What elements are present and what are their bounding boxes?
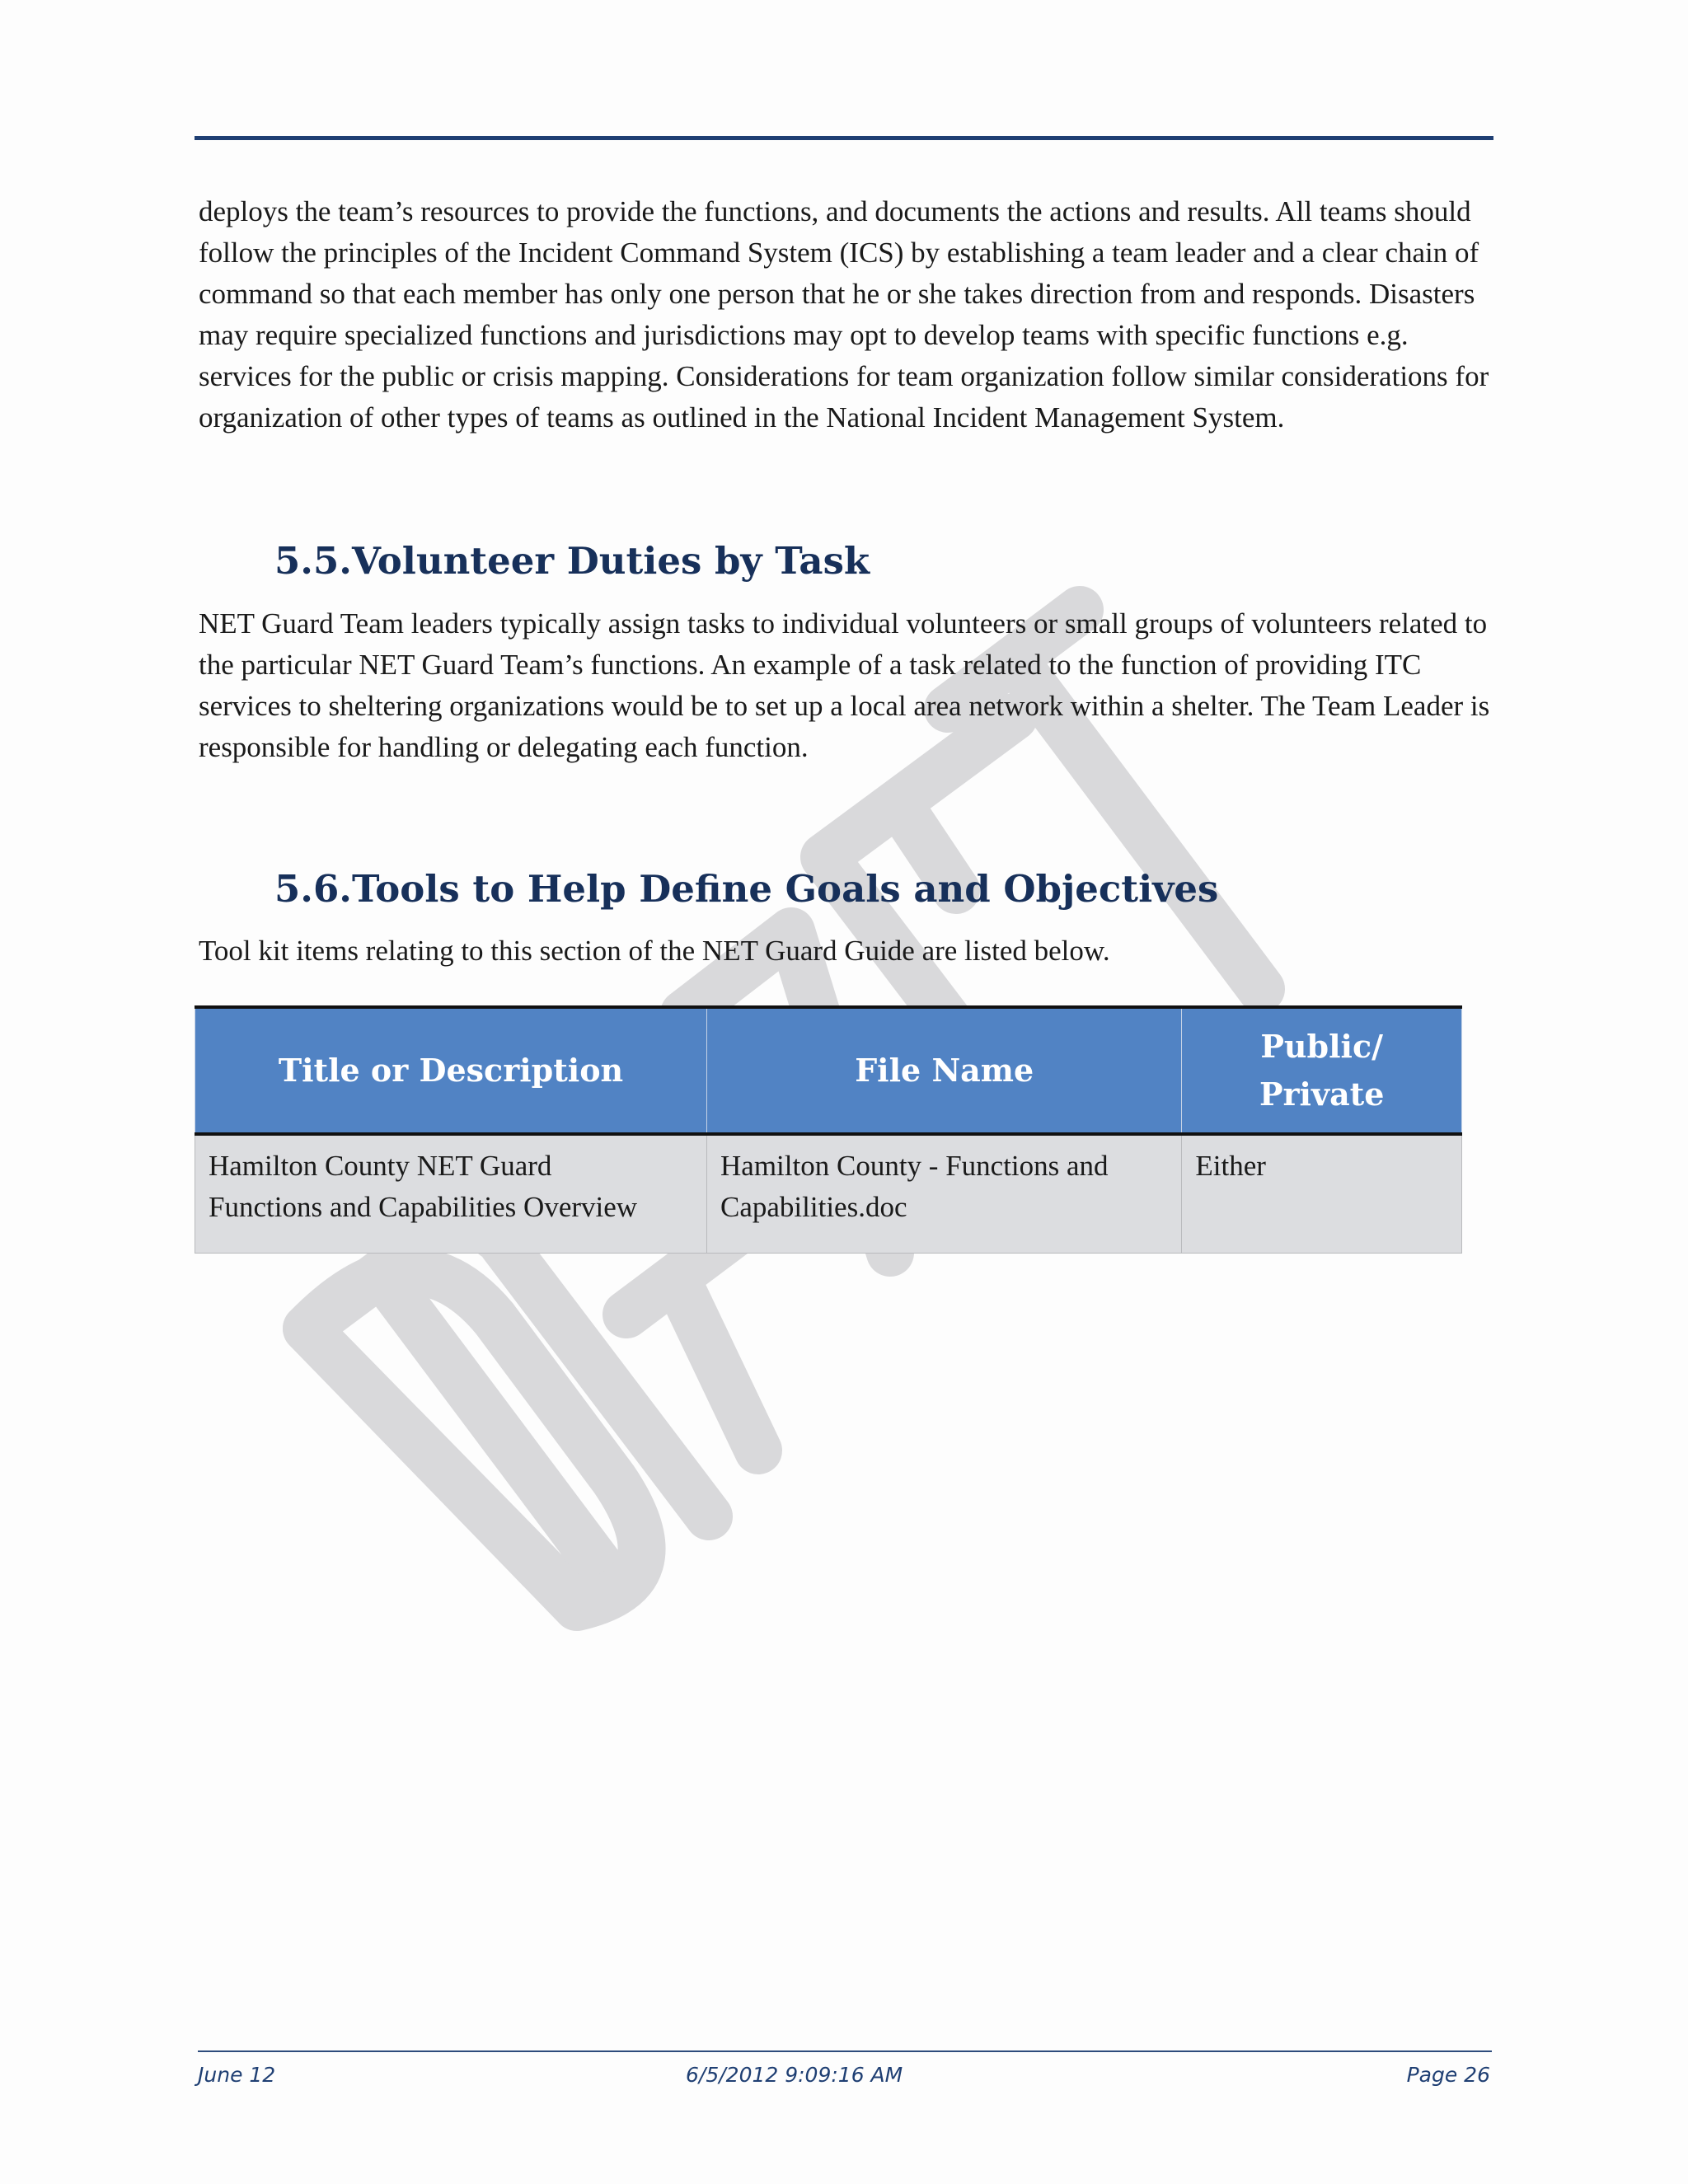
watermark-letter-d	[307, 1273, 612, 1606]
cell-file-name	[707, 1134, 1182, 1254]
cell-file-line1: Hamilton County - Functions and	[720, 1150, 1109, 1182]
footer-page-number: Page 26	[1406, 2063, 1490, 2087]
header-private: Private	[1259, 1076, 1385, 1113]
header-title-or-description: Title or Description	[195, 1007, 707, 1134]
footer-date: June 12	[198, 2063, 276, 2087]
table-header-row	[195, 1007, 1462, 1134]
header-rule	[195, 136, 1493, 140]
cell-access: Either	[1182, 1134, 1462, 1254]
section-heading-volunteer-duties: 5.5.Volunteer Duties by Task	[274, 539, 870, 583]
tools-paragraph: Tool kit items relating to this section of the NET Guard Guide are listed below.	[199, 935, 1110, 967]
cell-title-line2: Functions and Capabilities Overview	[209, 1191, 638, 1223]
footer-timestamp: 6/5/2012 9:09:16 AM	[686, 2063, 903, 2087]
header-file-name: File Name	[707, 1007, 1182, 1134]
cell-title	[195, 1134, 707, 1254]
section-heading-tools: 5.6.Tools to Help Define Goals and Objectives	[274, 867, 1219, 911]
watermark-letter-d-bowl	[307, 1272, 642, 1607]
table-row	[195, 1134, 1462, 1254]
toolkit-table	[195, 1005, 1462, 1254]
volunteer-duties-paragraph: NET Guard Team leaders typically assign tasks to individual volunteers or small groups of volunteers related to the particular NET Guard Team’s functions. An example of a task related to the function of providing ITC services to sheltering organizations would be to set up a local area network within a shelter. The Team Leader is responsible for handling or delegating each function.	[199, 607, 1490, 763]
header-public: Public/	[1260, 1028, 1384, 1065]
header-public-private	[1182, 1007, 1462, 1134]
intro-paragraph: deploys the team’s resources to provide the functions, and documents the actions and results. All teams should follow the principles of the Incident Command System (ICS) by establishing a team leader and a clear chain of command so that each member has only one person that he or she takes direction from and responds. Disasters may require specialized functions and jurisdictions may opt to develop teams with specific functions e.g. services for the public or crisis mapping. Considerations for team organization follow similar considerations for organization of other types of teams as outlined in the National Incident Management System.	[199, 195, 1489, 434]
cell-file-line2: Capabilities.doc	[720, 1191, 907, 1223]
cell-title-line1: Hamilton County NET Guard	[209, 1150, 552, 1182]
footer-rule	[198, 2050, 1492, 2052]
